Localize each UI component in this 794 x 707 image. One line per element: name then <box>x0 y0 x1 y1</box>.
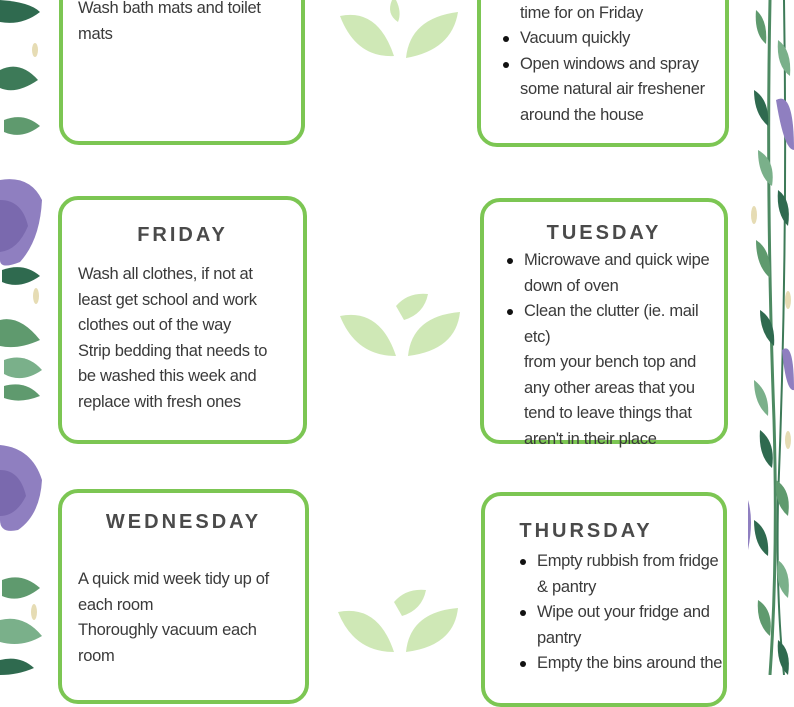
leaf-icon-middle <box>338 292 462 358</box>
text-line: mats <box>78 24 113 43</box>
card-thursday-list <box>517 549 722 677</box>
card-tuesday <box>480 198 728 448</box>
card-top-left <box>59 0 305 145</box>
text-line: Wash all clothes, if not at <box>78 265 253 283</box>
text-line: Wash bath mats and toilet <box>78 0 261 17</box>
card-top-right-list <box>500 26 705 128</box>
list-item: Empty rubbish from fridge & pantry <box>517 549 722 600</box>
list-item: Empty the bins around the <box>517 651 722 677</box>
text-line: replace with fresh ones <box>78 392 241 411</box>
list-item: Wipe out your fridge and pantry <box>517 600 722 651</box>
list-item: Vacuum quickly <box>500 26 705 52</box>
leaf-icon-top <box>336 0 462 62</box>
text-line: room <box>78 646 115 665</box>
card-top-right <box>477 0 729 147</box>
leaf-icon-bottom <box>336 588 460 654</box>
card-title-tuesday: TUESDAY <box>546 222 662 244</box>
list-item: Clean the clutter (ie. mail etc) from your bench top and any other areas that you tend to leave things that aren't in their place <box>504 299 724 452</box>
card-title-friday: FRIDAY <box>137 224 228 246</box>
left-floral-decoration <box>0 0 44 675</box>
list-item: Microwave and quick wipe down of oven <box>504 248 724 299</box>
card-friday <box>58 196 307 444</box>
list-item: Open windows and spray some natural air freshener around the house <box>500 52 705 129</box>
text-line: A quick mid week tidy up of <box>78 570 269 588</box>
text-line: clothes out of the way <box>78 316 231 334</box>
text-line: each room <box>78 595 154 614</box>
card-top-right-text <box>500 1 643 27</box>
card-wednesday-text <box>78 567 269 669</box>
text-line: be washed this week and <box>78 367 257 385</box>
text-line: Strip bedding that needs to <box>78 341 268 360</box>
text-line: time for on Friday <box>520 4 643 22</box>
card-wednesday <box>58 489 309 704</box>
card-tuesday-list <box>504 248 724 452</box>
card-friday-text <box>78 262 267 415</box>
card-title-wednesday: WEDNESDAY <box>105 511 262 533</box>
card-top-left-text <box>78 0 261 47</box>
card-title-thursday: THURSDAY <box>519 520 653 542</box>
text-line: least get school and work <box>78 290 257 309</box>
right-floral-decoration <box>748 0 794 675</box>
text-line: Thoroughly vacuum each <box>78 621 257 639</box>
